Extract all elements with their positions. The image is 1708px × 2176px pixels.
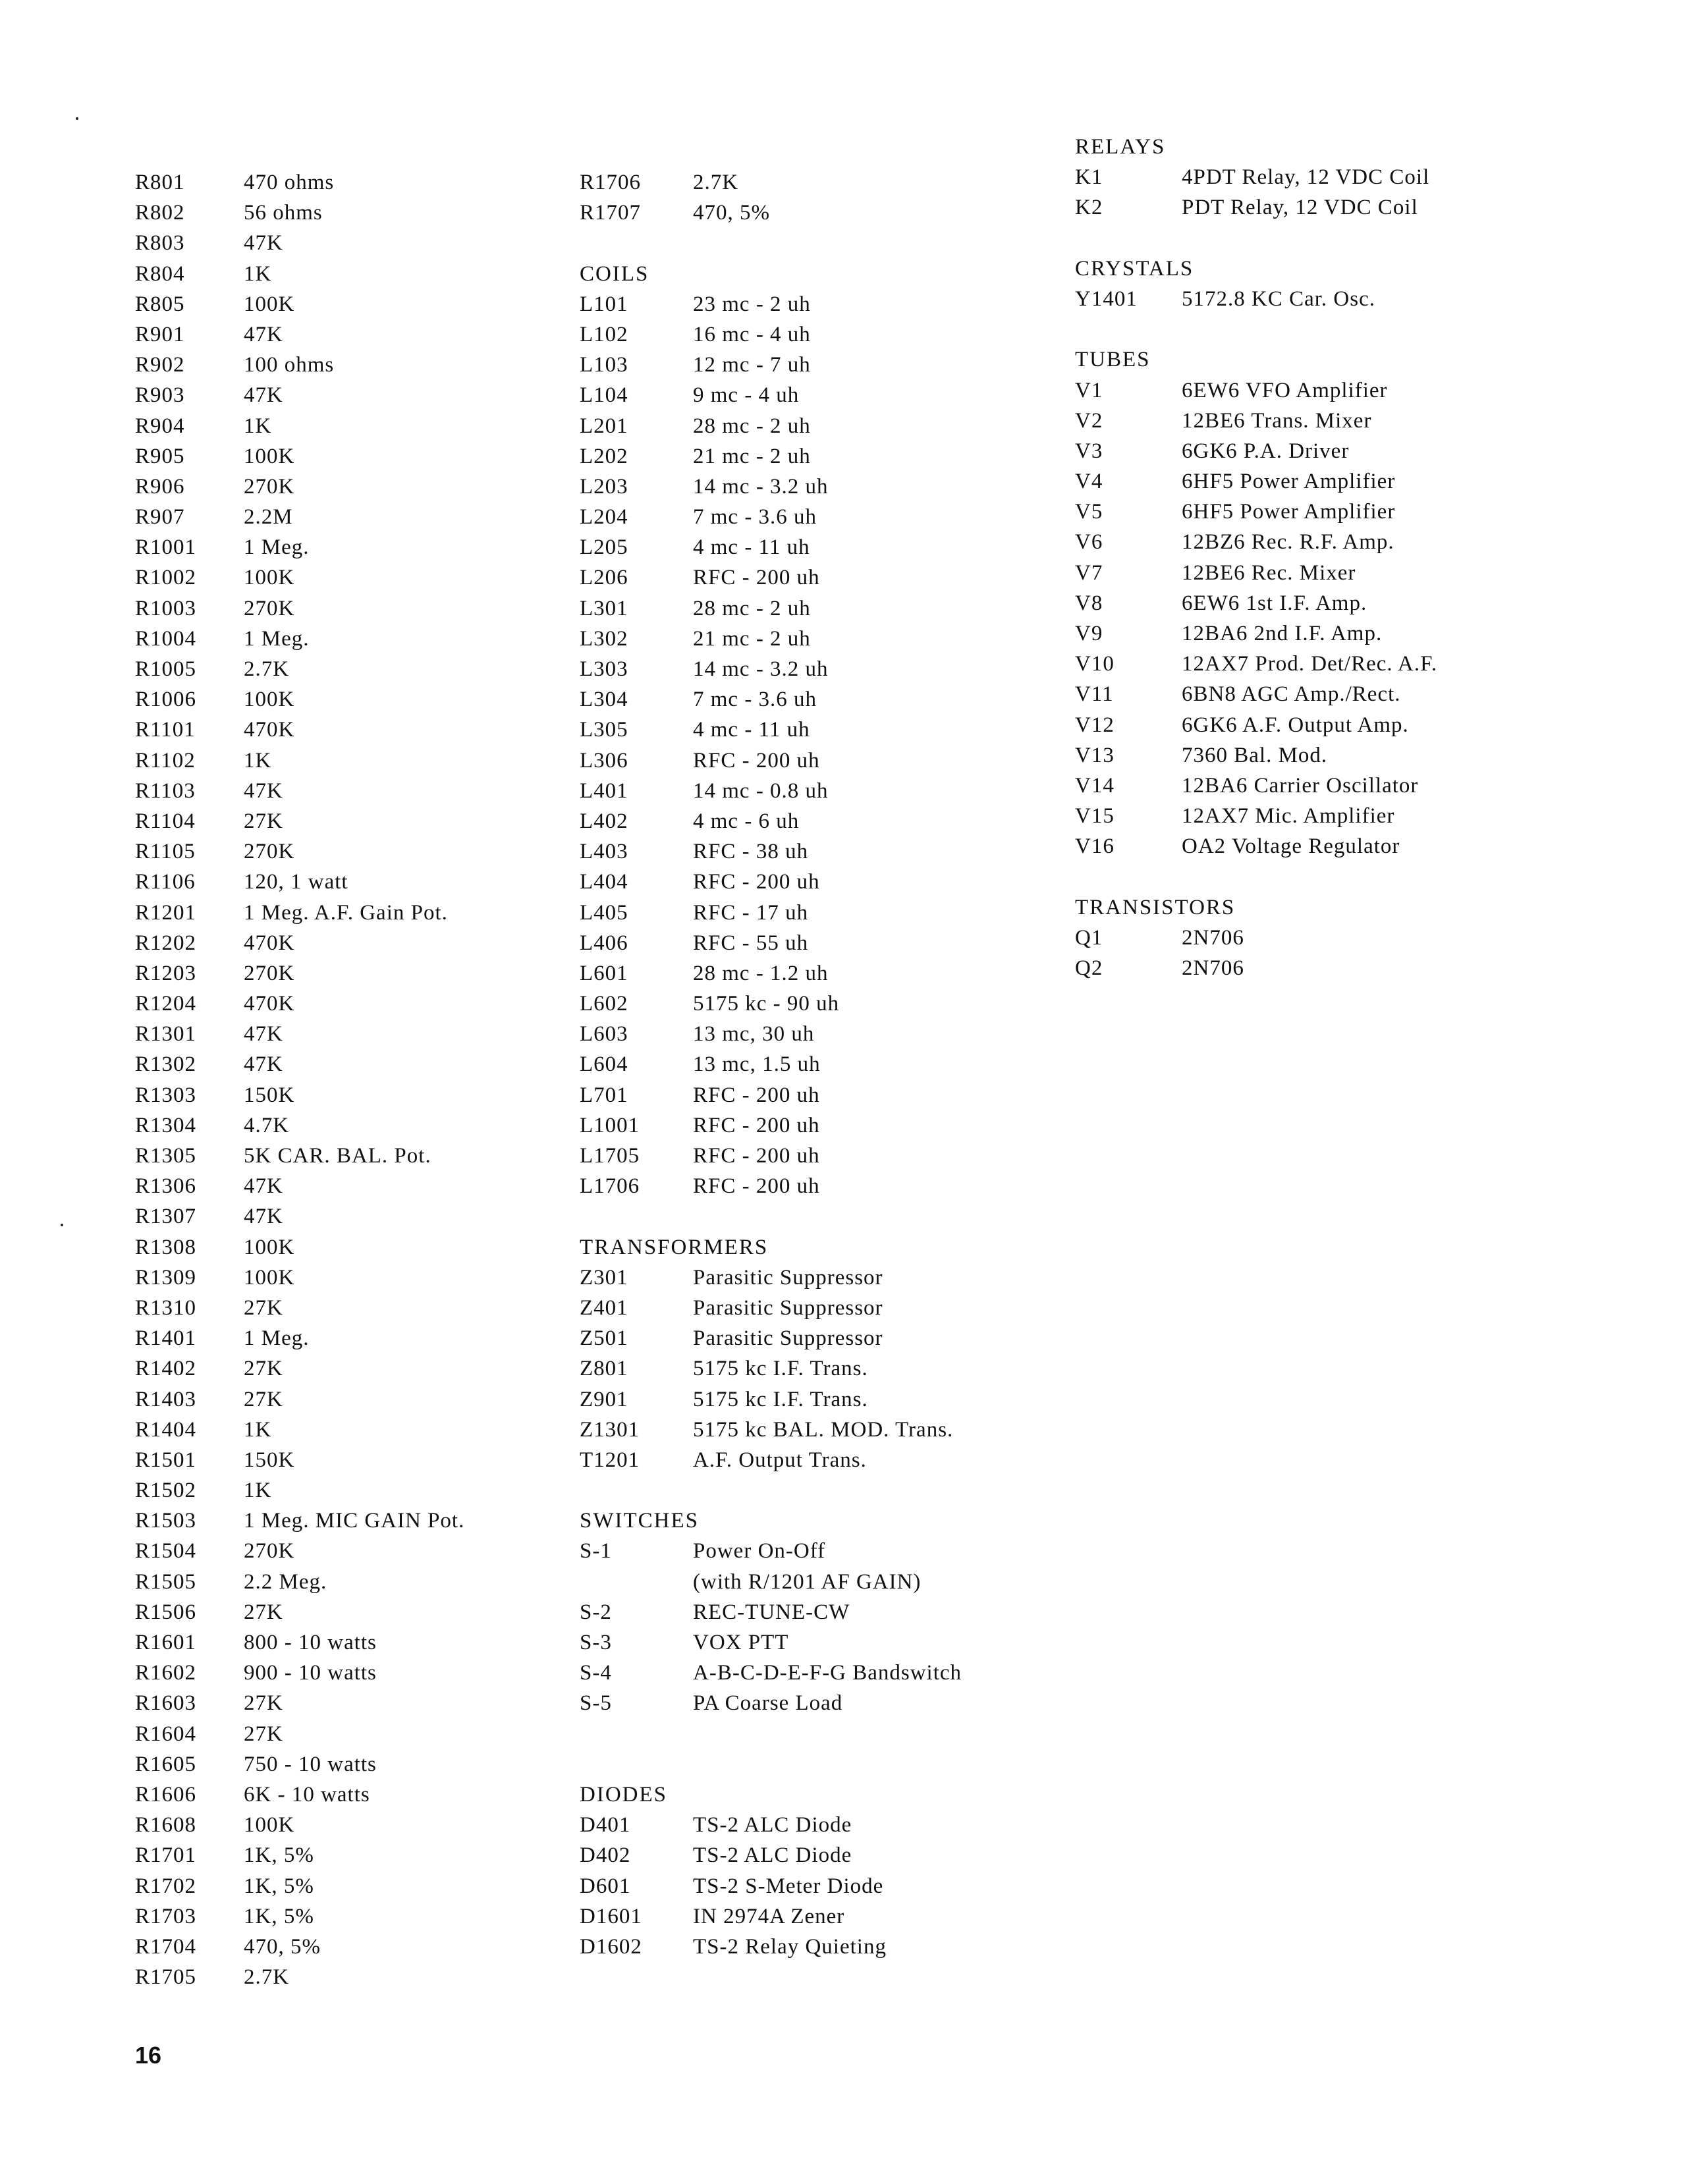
part-designator: V15 — [1075, 804, 1115, 829]
part-designator: R905 — [135, 444, 185, 468]
part-designator: R1501 — [135, 1448, 197, 1472]
part-designator: R1102 — [135, 748, 196, 773]
part-description: 12BE6 Rec. Mixer — [1182, 560, 1356, 585]
part-designator: R1602 — [135, 1661, 197, 1685]
part-description: A-B-C-D-E-F-G Bandswitch — [693, 1661, 962, 1685]
part-description: 1 Meg. — [244, 626, 310, 651]
part-designator: V4 — [1075, 470, 1103, 494]
part-designator: R1402 — [135, 1357, 197, 1381]
part-designator: K2 — [1075, 196, 1103, 220]
part-description: 470K — [244, 931, 295, 955]
part-description: (with R/1201 AF GAIN) — [693, 1569, 922, 1594]
part-designator: L302 — [580, 626, 628, 651]
part-designator: L404 — [580, 870, 628, 894]
part-description: 1K — [244, 261, 272, 286]
page-number: 16 — [135, 2042, 162, 2069]
part-designator: D1602 — [580, 1934, 642, 1959]
part-designator: R1608 — [135, 1813, 197, 1837]
part-description: 270K — [244, 1539, 295, 1564]
part-description: 28 mc - 2 uh — [693, 414, 811, 438]
part-description: 100K — [244, 444, 295, 468]
part-designator: R1309 — [135, 1265, 197, 1290]
part-description: OA2 Voltage Regulator — [1182, 834, 1400, 859]
part-designator: R1503 — [135, 1509, 197, 1533]
part-description: 2.7K — [693, 171, 739, 194]
part-designator: Z1301 — [580, 1417, 640, 1442]
part-description: 21 mc - 2 uh — [693, 626, 811, 651]
part-designator: R1004 — [135, 626, 197, 651]
part-designator: R1101 — [135, 718, 196, 742]
part-description: 23 mc - 2 uh — [693, 292, 811, 316]
part-designator: S-5 — [580, 1691, 612, 1716]
part-designator: R802 — [135, 201, 185, 225]
part-description: 270K — [244, 474, 295, 499]
part-designator: L205 — [580, 535, 628, 560]
part-description: RFC - 17 uh — [693, 900, 809, 925]
part-designator: L103 — [580, 353, 628, 377]
part-designator: L401 — [580, 778, 628, 803]
part-description: RFC - 55 uh — [693, 931, 809, 955]
part-description: 4PDT Relay, 12 VDC Coil — [1182, 165, 1430, 190]
part-description: 12BA6 Carrier Oscillator — [1182, 773, 1419, 798]
part-designator: L405 — [580, 900, 628, 925]
part-description: 12BZ6 Rec. R.F. Amp. — [1182, 530, 1394, 555]
part-description: 2N706 — [1182, 956, 1244, 981]
part-description: 14 mc - 3.2 uh — [693, 474, 829, 499]
part-description: 1 Meg. A.F. Gain Pot. — [244, 900, 448, 925]
part-description: 5175 kc I.F. Trans. — [693, 1387, 868, 1411]
part-designator: R1106 — [135, 870, 196, 894]
section-heading: SWITCHES — [580, 1509, 699, 1533]
part-designator: V16 — [1075, 834, 1115, 859]
section-heading: DIODES — [580, 1782, 667, 1807]
part-description: 47K — [244, 1022, 283, 1047]
part-designator: L1706 — [580, 1174, 640, 1199]
part-designator: R805 — [135, 292, 185, 316]
part-designator: T1201 — [580, 1448, 640, 1472]
part-description: 21 mc - 2 uh — [693, 444, 811, 468]
part-description: VOX PTT — [693, 1631, 789, 1654]
part-designator: L403 — [580, 840, 628, 864]
part-description: RFC - 200 uh — [693, 1174, 820, 1199]
part-designator: R1003 — [135, 596, 197, 620]
scan-speck — [61, 1224, 63, 1226]
part-description: 4 mc - 11 uh — [693, 535, 810, 560]
section-heading: TUBES — [1075, 348, 1151, 372]
part-designator: V14 — [1075, 773, 1115, 798]
part-designator: R1504 — [135, 1539, 197, 1564]
part-designator: L104 — [580, 383, 628, 408]
part-description: 6GK6 P.A. Driver — [1182, 439, 1350, 463]
part-description: 1K, 5% — [244, 1843, 314, 1868]
part-description: 120, 1 watt — [244, 870, 348, 894]
part-description: 47K — [244, 322, 283, 346]
part-designator: L204 — [580, 505, 628, 530]
part-description: 100K — [244, 292, 295, 316]
part-designator: L101 — [580, 292, 628, 316]
part-description: 1 Meg. — [244, 535, 310, 560]
section-heading: TRANSFORMERS — [580, 1235, 769, 1259]
part-designator: R804 — [135, 261, 185, 286]
part-description: 27K — [244, 1295, 283, 1320]
part-designator: L604 — [580, 1052, 628, 1077]
part-description: 27K — [244, 1357, 283, 1381]
part-designator: L303 — [580, 657, 628, 681]
part-designator: V7 — [1075, 560, 1103, 585]
part-designator: L402 — [580, 809, 628, 833]
part-description: 100K — [244, 1265, 295, 1290]
part-description: RFC - 200 uh — [693, 1144, 820, 1168]
part-description: 1K, 5% — [244, 1874, 314, 1898]
part-description: 470, 5% — [244, 1934, 321, 1959]
part-description: 6EW6 VFO Amplifier — [1182, 378, 1388, 402]
part-designator: R1202 — [135, 931, 197, 955]
part-designator: S-3 — [580, 1631, 612, 1654]
part-designator: R803 — [135, 231, 185, 256]
part-description: TS-2 ALC Diode — [693, 1813, 852, 1837]
part-description: 750 - 10 watts — [244, 1752, 377, 1776]
part-description: RFC - 38 uh — [693, 840, 809, 864]
part-description: 4 mc - 11 uh — [693, 718, 810, 742]
part-designator: R907 — [135, 505, 185, 530]
part-designator: R1707 — [580, 201, 642, 225]
part-designator: R1505 — [135, 1569, 197, 1594]
part-description: 5175 kc BAL. MOD. Trans. — [693, 1417, 954, 1442]
part-description: 100K — [244, 1813, 295, 1837]
part-designator: Z301 — [580, 1265, 628, 1290]
part-designator: R1002 — [135, 566, 197, 590]
part-description: 5175 kc - 90 uh — [693, 992, 840, 1016]
part-description: 47K — [244, 1052, 283, 1077]
part-description: 6K - 10 watts — [244, 1782, 370, 1807]
part-designator: R1605 — [135, 1752, 197, 1776]
part-description: 12 mc - 7 uh — [693, 353, 811, 377]
part-designator: L701 — [580, 1083, 628, 1107]
part-description: 56 ohms — [244, 201, 323, 225]
part-description: 470, 5% — [693, 201, 770, 225]
part-description: 14 mc - 3.2 uh — [693, 657, 829, 681]
part-designator: L1705 — [580, 1144, 640, 1168]
part-description: TS-2 Relay Quieting — [693, 1934, 887, 1959]
part-designator: R1201 — [135, 900, 197, 925]
part-description: 12BA6 2nd I.F. Amp. — [1182, 622, 1383, 645]
part-description: 7360 Bal. Mod. — [1182, 743, 1328, 767]
part-designator: V1 — [1075, 378, 1103, 402]
part-designator: R1701 — [135, 1843, 197, 1868]
part-description: 14 mc - 0.8 uh — [693, 778, 829, 803]
part-description: 7 mc - 3.6 uh — [693, 505, 817, 530]
part-description: 47K — [244, 778, 283, 803]
part-description: 12AX7 Mic. Amplifier — [1182, 804, 1395, 829]
part-designator: Z801 — [580, 1357, 628, 1381]
part-designator: R1307 — [135, 1205, 197, 1229]
part-description: RFC - 200 uh — [693, 566, 820, 590]
part-designator: R1001 — [135, 535, 197, 560]
section-heading: COILS — [580, 261, 649, 286]
part-designator: R1705 — [135, 1965, 197, 1990]
part-designator: R1310 — [135, 1295, 197, 1320]
part-designator: V6 — [1075, 530, 1103, 555]
part-description: 900 - 10 watts — [244, 1661, 377, 1685]
part-designator: V11 — [1075, 682, 1114, 707]
part-designator: V5 — [1075, 500, 1103, 524]
part-description: 12AX7 Prod. Det/Rec. A.F. — [1182, 652, 1438, 676]
part-designator: L1001 — [580, 1113, 640, 1137]
part-designator: R1005 — [135, 657, 197, 681]
part-designator: V2 — [1075, 408, 1103, 433]
part-description: 13 mc, 1.5 uh — [693, 1052, 821, 1077]
section-heading: CRYSTALS — [1075, 256, 1194, 281]
part-designator: V8 — [1075, 591, 1103, 615]
part-description: 28 mc - 2 uh — [693, 596, 811, 620]
part-description: 27K — [244, 809, 283, 833]
part-designator: S-4 — [580, 1661, 612, 1685]
part-description: 7 mc - 3.6 uh — [693, 688, 817, 712]
part-designator: R903 — [135, 383, 185, 408]
part-designator: R902 — [135, 353, 185, 377]
part-description: 1K — [244, 414, 272, 438]
part-designator: L406 — [580, 931, 628, 955]
part-designator: R1308 — [135, 1235, 197, 1259]
part-designator: D601 — [580, 1874, 631, 1898]
part-description: PA Coarse Load — [693, 1691, 843, 1716]
part-description: PDT Relay, 12 VDC Coil — [1182, 196, 1418, 220]
part-designator: L304 — [580, 688, 628, 712]
part-description: 28 mc - 1.2 uh — [693, 961, 829, 985]
part-description: 13 mc, 30 uh — [693, 1022, 815, 1047]
part-description: 47K — [244, 1205, 283, 1229]
part-designator: D1601 — [580, 1904, 642, 1928]
part-description: 150K — [244, 1448, 295, 1472]
part-designator: Q1 — [1075, 925, 1103, 950]
part-designator: R1404 — [135, 1417, 197, 1442]
part-description: 2.7K — [244, 657, 290, 681]
part-description: 1K — [244, 1479, 272, 1503]
part-description: 6EW6 1st I.F. Amp. — [1182, 591, 1367, 615]
part-description: 27K — [244, 1387, 283, 1411]
part-designator: L102 — [580, 322, 628, 346]
part-description: 47K — [244, 1174, 283, 1199]
section-heading: TRANSISTORS — [1075, 895, 1236, 919]
part-designator: R1401 — [135, 1326, 197, 1351]
part-designator: R1305 — [135, 1144, 197, 1168]
part-designator: D401 — [580, 1813, 631, 1837]
part-description: IN 2974A Zener — [693, 1904, 845, 1928]
part-designator: R1403 — [135, 1387, 197, 1411]
part-description: 100K — [244, 688, 295, 712]
part-description: Power On-Off — [693, 1539, 826, 1564]
part-designator: R1502 — [135, 1479, 197, 1503]
part-description: 27K — [244, 1722, 283, 1746]
part-description: 100K — [244, 1235, 295, 1259]
part-description: 47K — [244, 383, 283, 408]
part-description: 2.7K — [244, 1965, 290, 1990]
part-description: 27K — [244, 1691, 283, 1716]
part-designator: L601 — [580, 961, 628, 985]
part-designator: R1304 — [135, 1113, 197, 1137]
part-designator: R901 — [135, 322, 185, 346]
part-description: 1 Meg. MIC GAIN Pot. — [244, 1509, 465, 1533]
part-designator: R906 — [135, 474, 185, 499]
part-designator: R1105 — [135, 840, 196, 864]
part-description: RFC - 200 uh — [693, 870, 820, 894]
part-designator: S-2 — [580, 1600, 612, 1624]
part-designator: R1506 — [135, 1600, 197, 1624]
part-description: Parasitic Suppressor — [693, 1326, 883, 1351]
part-designator: R1604 — [135, 1722, 197, 1746]
part-description: 4 mc - 6 uh — [693, 809, 800, 833]
part-designator: R801 — [135, 171, 185, 194]
part-designator: Z901 — [580, 1387, 628, 1411]
part-designator: Z501 — [580, 1326, 628, 1351]
part-designator: V9 — [1075, 622, 1103, 645]
part-description: 470K — [244, 718, 295, 742]
part-description: 5175 kc I.F. Trans. — [693, 1357, 868, 1381]
part-description: 9 mc - 4 uh — [693, 383, 800, 408]
part-description: 1K — [244, 1417, 272, 1442]
part-designator: L602 — [580, 992, 628, 1016]
part-designator: V3 — [1075, 439, 1103, 463]
part-description: 5172.8 KC Car. Osc. — [1182, 286, 1375, 311]
part-description: 27K — [244, 1600, 283, 1624]
part-designator: V10 — [1075, 652, 1115, 676]
part-designator: R1103 — [135, 778, 196, 803]
part-designator: Q2 — [1075, 956, 1103, 981]
part-description: RFC - 200 uh — [693, 1083, 820, 1107]
part-designator: R1006 — [135, 688, 197, 712]
part-description: REC-TUNE-CW — [693, 1600, 850, 1624]
part-description: 16 mc - 4 uh — [693, 322, 811, 346]
part-designator: K1 — [1075, 165, 1103, 190]
part-description: 150K — [244, 1083, 295, 1107]
part-description: 270K — [244, 596, 295, 620]
part-description: 47K — [244, 231, 283, 256]
part-description: Parasitic Suppressor — [693, 1295, 883, 1320]
part-designator: L206 — [580, 566, 628, 590]
part-designator: R904 — [135, 414, 185, 438]
part-description: 2N706 — [1182, 925, 1244, 950]
part-description: 470 ohms — [244, 171, 335, 194]
part-designator: Z401 — [580, 1295, 628, 1320]
part-designator: L603 — [580, 1022, 628, 1047]
part-description: 270K — [244, 840, 295, 864]
part-designator: R1301 — [135, 1022, 197, 1047]
section-heading: RELAYS — [1075, 135, 1166, 159]
part-designator: R1203 — [135, 961, 197, 985]
part-description: 6HF5 Power Amplifier — [1182, 470, 1396, 494]
part-description: TS-2 ALC Diode — [693, 1843, 852, 1868]
part-designator: L306 — [580, 748, 628, 773]
part-description: 270K — [244, 961, 295, 985]
part-designator: L201 — [580, 414, 628, 438]
part-description: TS-2 S-Meter Diode — [693, 1874, 884, 1898]
part-description: Parasitic Suppressor — [693, 1265, 883, 1290]
part-designator: R1702 — [135, 1874, 197, 1898]
part-designator: R1706 — [580, 171, 642, 194]
part-designator: R1704 — [135, 1934, 197, 1959]
part-description: 800 - 10 watts — [244, 1631, 377, 1654]
part-designator: R1603 — [135, 1691, 197, 1716]
part-designator: R1306 — [135, 1174, 197, 1199]
part-designator: R1303 — [135, 1083, 197, 1107]
part-designator: L202 — [580, 444, 628, 468]
part-designator: R1302 — [135, 1052, 197, 1077]
part-designator: R1104 — [135, 809, 196, 833]
part-description: 4.7K — [244, 1113, 290, 1137]
part-description: 1K — [244, 748, 272, 773]
part-designator: R1606 — [135, 1782, 197, 1807]
part-description: 1K, 5% — [244, 1904, 314, 1928]
part-designator: V13 — [1075, 743, 1115, 767]
part-description: A.F. Output Trans. — [693, 1448, 867, 1472]
part-description: 5K CAR. BAL. Pot. — [244, 1144, 431, 1168]
part-description: RFC - 200 uh — [693, 1113, 820, 1137]
part-designator: R1703 — [135, 1904, 197, 1928]
part-description: 100K — [244, 566, 295, 590]
part-designator: R1601 — [135, 1631, 197, 1654]
scan-speck — [76, 117, 78, 120]
part-description: 6BN8 AGC Amp./Rect. — [1182, 682, 1401, 707]
part-designator: R1204 — [135, 992, 197, 1016]
part-description: 2.2M — [244, 505, 293, 530]
part-description: 6HF5 Power Amplifier — [1182, 500, 1396, 524]
part-description: 6GK6 A.F. Output Amp. — [1182, 713, 1409, 737]
part-designator: S-1 — [580, 1539, 612, 1564]
part-designator: L203 — [580, 474, 628, 499]
part-description: 470K — [244, 992, 295, 1016]
part-description: 100 ohms — [244, 353, 335, 377]
part-description: 1 Meg. — [244, 1326, 310, 1351]
part-designator: V12 — [1075, 713, 1115, 737]
part-description: RFC - 200 uh — [693, 748, 820, 773]
part-designator: L305 — [580, 718, 628, 742]
part-designator: L301 — [580, 596, 628, 620]
part-description: 2.2 Meg. — [244, 1569, 327, 1594]
part-designator: D402 — [580, 1843, 631, 1868]
part-description: 12BE6 Trans. Mixer — [1182, 408, 1372, 433]
part-designator: Y1401 — [1075, 286, 1138, 311]
